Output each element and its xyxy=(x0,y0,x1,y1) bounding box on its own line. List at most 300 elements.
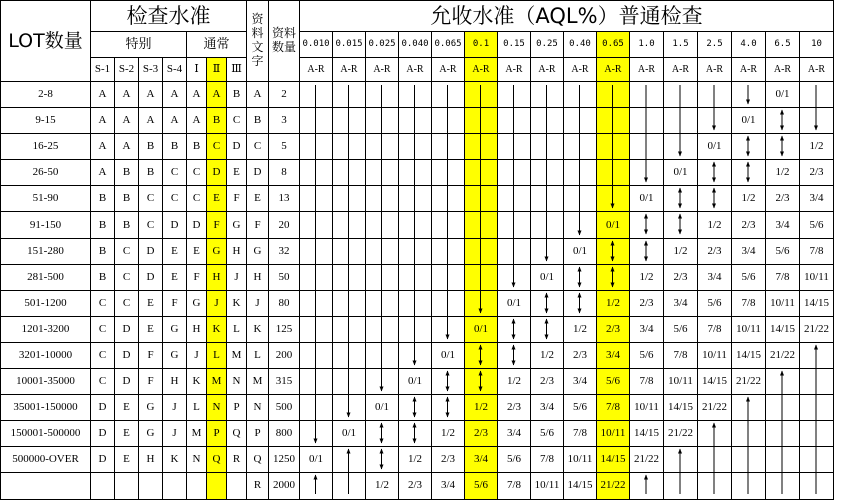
level-code-cell: C xyxy=(187,186,207,212)
ac-re-cell xyxy=(766,395,800,421)
ac-re-cell xyxy=(333,473,366,499)
ac-re-cell: 7/8 xyxy=(766,264,800,290)
level-code-cell: L xyxy=(227,316,247,342)
level-code-cell: D xyxy=(91,447,115,473)
level-code-cell: B xyxy=(207,108,227,134)
ac-re-cell xyxy=(399,290,432,316)
level-code-cell: P xyxy=(227,395,247,421)
header-row-2 xyxy=(1,32,834,58)
ac-re-cell xyxy=(300,82,333,108)
level-code-cell: A xyxy=(187,108,207,134)
lot-size-cell: 26-50 xyxy=(1,160,91,186)
level-code-cell: B xyxy=(227,82,247,108)
ac-re-cell: 14/15 xyxy=(698,369,732,395)
ac-re-cell: 2/3 xyxy=(498,395,531,421)
code-letter-header: 资料文字 xyxy=(247,1,269,82)
level-code-cell: E xyxy=(207,186,227,212)
ac-re-cell xyxy=(300,108,333,134)
ac-re-cell xyxy=(300,421,333,447)
ac-re-cell xyxy=(766,134,800,160)
ac-re-cell xyxy=(399,316,432,342)
level-code-cell: E xyxy=(163,238,187,264)
ac-re-cell xyxy=(498,264,531,290)
level-code-cell: B xyxy=(91,186,115,212)
ac-re-cell xyxy=(300,212,333,238)
ac-re-cell: 3/4 xyxy=(498,421,531,447)
code-letter-cell: K xyxy=(247,316,269,342)
ac-re-cell xyxy=(564,134,597,160)
level-code-cell: K xyxy=(207,316,227,342)
aql-value-header: 0.1 xyxy=(465,32,498,58)
level-code-cell: D xyxy=(187,212,207,238)
level-code-cell: C xyxy=(207,134,227,160)
ac-re-cell xyxy=(498,342,531,368)
level-code-cell: B xyxy=(91,238,115,264)
lot-size-cell: 91-150 xyxy=(1,212,91,238)
ac-re-cell xyxy=(732,395,766,421)
code-letter-cell: P xyxy=(247,421,269,447)
aql-value-header: 0.025 xyxy=(366,32,399,58)
ac-re-cell xyxy=(333,264,366,290)
level-code-cell: A xyxy=(91,134,115,160)
ac-re-label: A-R xyxy=(333,58,366,82)
special-level-label: S-4 xyxy=(163,58,187,82)
ac-re-cell xyxy=(564,82,597,108)
ac-re-cell xyxy=(366,369,399,395)
lot-size-cell: 3201-10000 xyxy=(1,342,91,368)
ac-re-cell xyxy=(597,108,630,134)
ac-re-cell: 7/8 xyxy=(630,369,664,395)
code-letter-cell: C xyxy=(247,134,269,160)
ac-re-cell: 5/6 xyxy=(531,421,564,447)
ac-re-cell xyxy=(766,447,800,473)
ac-re-cell: 2/3 xyxy=(800,160,834,186)
ac-re-cell: 21/22 xyxy=(698,395,732,421)
aql-value-header: 1.5 xyxy=(664,32,698,58)
ac-re-label: A-R xyxy=(366,58,399,82)
ac-re-label: A-R xyxy=(465,58,498,82)
ac-re-cell xyxy=(432,290,465,316)
ac-re-cell xyxy=(732,473,766,499)
ac-re-cell: 3/4 xyxy=(732,238,766,264)
level-code-cell: C xyxy=(91,316,115,342)
level-code-cell: G xyxy=(163,316,187,342)
ac-re-cell: 1/2 xyxy=(800,134,834,160)
level-code-cell: D xyxy=(115,342,139,368)
ac-re-cell: 0/1 xyxy=(432,342,465,368)
ac-re-cell xyxy=(698,186,732,212)
level-code-cell: Q xyxy=(207,447,227,473)
ac-re-label: A-R xyxy=(800,58,834,82)
ac-re-cell xyxy=(698,160,732,186)
ac-re-cell xyxy=(498,212,531,238)
ac-re-cell: 5/6 xyxy=(498,447,531,473)
ac-re-cell: 0/1 xyxy=(664,160,698,186)
ac-re-cell: 14/15 xyxy=(732,342,766,368)
level-code-cell: B xyxy=(91,264,115,290)
ac-re-cell xyxy=(597,134,630,160)
ac-re-cell: 2/3 xyxy=(399,473,432,499)
ac-re-cell xyxy=(531,108,564,134)
ac-re-cell xyxy=(333,316,366,342)
ac-re-cell: 1/2 xyxy=(630,264,664,290)
ac-re-cell xyxy=(698,421,732,447)
table-row xyxy=(1,134,834,160)
ac-re-cell: 14/15 xyxy=(564,473,597,499)
ac-re-cell: 10/11 xyxy=(766,290,800,316)
ac-re-cell xyxy=(498,134,531,160)
level-code-cell: E xyxy=(187,238,207,264)
aql-value-header: 0.065 xyxy=(432,32,465,58)
level-code-cell xyxy=(91,473,115,499)
ac-re-cell xyxy=(766,473,800,499)
ac-re-cell: 1/2 xyxy=(399,447,432,473)
ac-re-cell xyxy=(399,160,432,186)
ac-re-cell xyxy=(630,108,664,134)
level-code-cell: C xyxy=(115,238,139,264)
ac-re-cell xyxy=(333,160,366,186)
level-code-cell: C xyxy=(91,342,115,368)
ac-re-cell xyxy=(366,238,399,264)
ac-re-cell: 0/1 xyxy=(399,369,432,395)
ac-re-cell xyxy=(564,160,597,186)
level-code-cell: B xyxy=(115,212,139,238)
ac-re-cell: 0/1 xyxy=(564,238,597,264)
aql-value-header: 1.0 xyxy=(630,32,664,58)
sample-size-cell: 800 xyxy=(269,421,300,447)
lot-size-cell: 51-90 xyxy=(1,186,91,212)
sample-size-cell: 20 xyxy=(269,212,300,238)
level-code-cell: A xyxy=(115,134,139,160)
table-row xyxy=(1,108,834,134)
ac-re-cell: 2/3 xyxy=(432,447,465,473)
ac-re-cell: 0/1 xyxy=(498,290,531,316)
ac-re-cell xyxy=(366,342,399,368)
code-letter-cell: B xyxy=(247,108,269,134)
lot-size-header: LOT数量 xyxy=(1,1,91,82)
ac-re-cell xyxy=(564,290,597,316)
level-code-cell: B xyxy=(187,134,207,160)
lot-size-cell: 151-280 xyxy=(1,238,91,264)
aql-value-header: 0.25 xyxy=(531,32,564,58)
level-code-cell: C xyxy=(163,186,187,212)
header-row-1 xyxy=(1,1,834,32)
ac-re-cell: 0/1 xyxy=(698,134,732,160)
ac-re-cell: 3/4 xyxy=(630,316,664,342)
aql-value-header: 0.010 xyxy=(300,32,333,58)
level-code-cell: G xyxy=(227,212,247,238)
ac-re-cell xyxy=(333,108,366,134)
ac-re-cell: 14/15 xyxy=(630,421,664,447)
ac-re-cell xyxy=(333,238,366,264)
ac-re-cell xyxy=(399,395,432,421)
ac-re-cell xyxy=(300,395,333,421)
ac-re-cell: 10/11 xyxy=(597,421,630,447)
ac-re-cell xyxy=(766,108,800,134)
level-code-cell: L xyxy=(207,342,227,368)
level-code-cell: G xyxy=(139,395,163,421)
level-code-cell: D xyxy=(227,134,247,160)
level-code-cell xyxy=(139,473,163,499)
ac-re-cell xyxy=(800,342,834,368)
table-row xyxy=(1,447,834,473)
ac-re-cell: 5/6 xyxy=(564,395,597,421)
ac-re-cell xyxy=(300,369,333,395)
ac-re-cell xyxy=(465,342,498,368)
ac-re-cell xyxy=(432,212,465,238)
ac-re-cell: 5/6 xyxy=(732,264,766,290)
level-code-cell: C xyxy=(139,186,163,212)
ac-re-cell: 3/4 xyxy=(766,212,800,238)
ac-re-cell: 1/2 xyxy=(564,316,597,342)
code-letter-cell: Q xyxy=(247,447,269,473)
level-code-cell: D xyxy=(163,212,187,238)
code-letter-cell: R xyxy=(247,473,269,499)
level-code-cell: D xyxy=(115,369,139,395)
level-code-cell: C xyxy=(115,264,139,290)
level-code-cell: F xyxy=(187,264,207,290)
lot-size-cell: 150001-500000 xyxy=(1,421,91,447)
level-code-cell: M xyxy=(227,342,247,368)
level-code-cell: E xyxy=(115,447,139,473)
ac-re-cell: 5/6 xyxy=(597,369,630,395)
ac-re-cell xyxy=(498,186,531,212)
table-row xyxy=(1,264,834,290)
aql-value-header: 0.40 xyxy=(564,32,597,58)
ac-re-cell xyxy=(597,238,630,264)
sample-size-cell: 200 xyxy=(269,342,300,368)
table-row xyxy=(1,316,834,342)
ac-re-cell xyxy=(366,108,399,134)
ac-re-cell xyxy=(664,212,698,238)
ac-re-cell: 5/6 xyxy=(698,290,732,316)
ac-re-cell xyxy=(399,82,432,108)
ac-re-cell: 10/11 xyxy=(664,369,698,395)
code-letter-cell: E xyxy=(247,186,269,212)
sample-size-cell: 500 xyxy=(269,395,300,421)
level-code-cell: B xyxy=(139,160,163,186)
aql-value-header: 0.65 xyxy=(597,32,630,58)
ac-re-cell: 10/11 xyxy=(800,264,834,290)
ac-re-cell xyxy=(732,421,766,447)
ac-re-cell: 21/22 xyxy=(630,447,664,473)
table-row xyxy=(1,212,834,238)
ac-re-cell xyxy=(531,82,564,108)
ac-re-cell xyxy=(465,82,498,108)
level-code-cell: A xyxy=(91,82,115,108)
ac-re-label: A-R xyxy=(564,58,597,82)
ac-re-cell xyxy=(531,238,564,264)
ac-re-cell xyxy=(399,212,432,238)
ac-re-label: A-R xyxy=(732,58,766,82)
ac-re-label: A-R xyxy=(664,58,698,82)
ac-re-cell xyxy=(531,316,564,342)
lot-size-cell: 35001-150000 xyxy=(1,395,91,421)
lot-size-cell: 2-8 xyxy=(1,82,91,108)
ac-re-cell: 14/15 xyxy=(800,290,834,316)
ac-re-cell xyxy=(333,134,366,160)
level-code-cell: G xyxy=(139,421,163,447)
ac-re-cell xyxy=(564,212,597,238)
level-code-cell: B xyxy=(163,134,187,160)
ac-re-cell: 5/6 xyxy=(766,238,800,264)
level-code-cell: E xyxy=(115,395,139,421)
ac-re-cell: 2/3 xyxy=(732,212,766,238)
ac-re-cell xyxy=(465,369,498,395)
level-code-cell: P xyxy=(207,421,227,447)
sample-size-cell: 2000 xyxy=(269,473,300,499)
ac-re-cell xyxy=(664,186,698,212)
ac-re-cell: 21/22 xyxy=(664,421,698,447)
level-code-cell: C xyxy=(139,212,163,238)
aql-value-header: 4.0 xyxy=(732,32,766,58)
sample-size-cell: 50 xyxy=(269,264,300,290)
sample-size-cell: 3 xyxy=(269,108,300,134)
level-code-cell: B xyxy=(139,134,163,160)
lot-size-cell: 16-25 xyxy=(1,134,91,160)
ac-re-cell xyxy=(465,238,498,264)
sample-size-cell: 32 xyxy=(269,238,300,264)
ac-re-cell xyxy=(366,186,399,212)
level-code-cell: C xyxy=(91,290,115,316)
ac-re-cell xyxy=(300,342,333,368)
ac-re-cell: 10/11 xyxy=(630,395,664,421)
ac-re-cell: 0/1 xyxy=(333,421,366,447)
level-code-cell xyxy=(115,473,139,499)
ac-re-cell: 0/1 xyxy=(531,264,564,290)
ac-re-cell xyxy=(432,369,465,395)
ac-re-cell xyxy=(432,82,465,108)
ac-re-cell xyxy=(300,186,333,212)
level-code-cell: A xyxy=(163,82,187,108)
ac-re-cell xyxy=(800,108,834,134)
ac-re-cell: 7/8 xyxy=(531,447,564,473)
code-letter-cell: N xyxy=(247,395,269,421)
level-code-cell: F xyxy=(227,186,247,212)
level-code-cell: B xyxy=(91,212,115,238)
sample-size-header: 资料数量 xyxy=(269,1,300,82)
ac-re-cell xyxy=(465,186,498,212)
table-row xyxy=(1,238,834,264)
level-code-cell: C xyxy=(163,160,187,186)
ac-re-cell xyxy=(498,82,531,108)
ac-re-cell xyxy=(766,369,800,395)
ac-re-cell xyxy=(498,160,531,186)
ac-re-cell xyxy=(432,238,465,264)
level-code-cell: H xyxy=(207,264,227,290)
level-code-cell: K xyxy=(187,369,207,395)
ac-re-cell: 3/4 xyxy=(664,290,698,316)
level-code-cell: G xyxy=(163,342,187,368)
aql-value-header: 10 xyxy=(800,32,834,58)
ac-re-cell xyxy=(399,342,432,368)
ac-re-cell xyxy=(432,316,465,342)
ac-re-cell xyxy=(300,134,333,160)
ac-re-cell xyxy=(564,108,597,134)
ac-re-cell xyxy=(300,473,333,499)
level-code-cell: L xyxy=(187,395,207,421)
ac-re-cell xyxy=(630,160,664,186)
ac-re-cell xyxy=(366,447,399,473)
ac-re-cell xyxy=(432,264,465,290)
ac-re-cell: 5/6 xyxy=(800,212,834,238)
ac-re-cell xyxy=(366,160,399,186)
ac-re-cell xyxy=(564,264,597,290)
ac-re-cell xyxy=(399,134,432,160)
level-code-cell: F xyxy=(139,342,163,368)
ac-re-label: A-R xyxy=(698,58,732,82)
ac-re-cell xyxy=(333,342,366,368)
level-code-cell: A xyxy=(139,108,163,134)
level-code-cell: E xyxy=(139,316,163,342)
ac-re-cell xyxy=(800,395,834,421)
ac-re-cell: 10/11 xyxy=(698,342,732,368)
level-code-cell: N xyxy=(227,369,247,395)
aql-value-header: 2.5 xyxy=(698,32,732,58)
lot-size-cell: 500000-OVER xyxy=(1,447,91,473)
ac-re-cell xyxy=(432,186,465,212)
ac-re-label: A-R xyxy=(531,58,564,82)
ac-re-cell: 3/4 xyxy=(531,395,564,421)
ac-re-label: A-R xyxy=(630,58,664,82)
ac-re-cell xyxy=(766,421,800,447)
special-level-label: S-2 xyxy=(115,58,139,82)
ac-re-cell: 21/22 xyxy=(800,316,834,342)
ac-re-cell: 10/11 xyxy=(531,473,564,499)
level-code-cell: A xyxy=(207,82,227,108)
ac-re-cell xyxy=(664,134,698,160)
level-code-cell: J xyxy=(207,290,227,316)
ac-re-cell: 5/6 xyxy=(465,473,498,499)
ac-re-cell: 7/8 xyxy=(564,421,597,447)
ac-re-cell xyxy=(531,134,564,160)
code-letter-cell: G xyxy=(247,238,269,264)
ac-re-cell xyxy=(399,238,432,264)
sample-size-cell: 2 xyxy=(269,82,300,108)
level-code-cell: H xyxy=(163,369,187,395)
ac-re-cell xyxy=(630,82,664,108)
ac-re-cell xyxy=(366,264,399,290)
level-code-cell: C xyxy=(187,160,207,186)
level-code-cell: A xyxy=(139,82,163,108)
lot-size-cell: 9-15 xyxy=(1,108,91,134)
ac-re-cell: 1/2 xyxy=(664,238,698,264)
ac-re-cell: 3/4 xyxy=(698,264,732,290)
ac-re-cell: 7/8 xyxy=(664,342,698,368)
table-row xyxy=(1,290,834,316)
ac-re-cell xyxy=(800,447,834,473)
ac-re-cell xyxy=(664,108,698,134)
level-code-cell xyxy=(207,473,227,499)
level-code-cell: A xyxy=(187,82,207,108)
ac-re-cell xyxy=(664,473,698,499)
sample-size-cell: 8 xyxy=(269,160,300,186)
ac-re-cell xyxy=(300,264,333,290)
ac-re-cell: 1/2 xyxy=(498,369,531,395)
level-code-cell: D xyxy=(139,238,163,264)
level-code-cell: M xyxy=(207,369,227,395)
lot-size-cell: 501-1200 xyxy=(1,290,91,316)
aql-value-header: 0.15 xyxy=(498,32,531,58)
code-letter-cell: A xyxy=(247,82,269,108)
code-letter-cell: L xyxy=(247,342,269,368)
level-code-cell xyxy=(187,473,207,499)
ac-re-cell: 21/22 xyxy=(732,369,766,395)
lot-size-cell xyxy=(1,473,91,499)
ac-re-cell xyxy=(465,264,498,290)
ac-re-cell: 2/3 xyxy=(698,238,732,264)
ac-re-cell xyxy=(630,238,664,264)
